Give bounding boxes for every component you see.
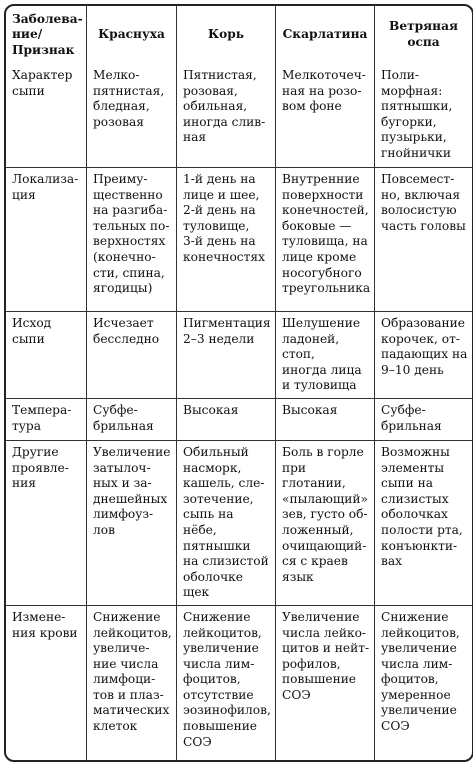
column-header-scarlet-fever: Скарлатина [276,6,375,64]
table-cell: Образование корочек, от- падающих на 9–10 день [375,312,472,399]
table-cell: Внутренние поверхности конечностей, боковые — туловища, на лице кроме носогубного треугольника [276,168,375,312]
table-cell: Снижение лейкоцитов, увеличе- ние числа лимфоци- тов и плаз- матических клеток [87,606,177,760]
row-label: Измене- ния крови [6,606,87,760]
table-row [6,64,472,168]
table-header-row [6,6,472,64]
table-row [6,606,472,760]
table-cell: Высокая [177,399,276,441]
table-cell: Повсемест- но, включая волосистую часть головы [375,168,472,312]
table-cell: Мелко- пятнистая, бледная, розовая [87,64,177,168]
column-header-chickenpox: Ветряная оспа [389,19,458,49]
table-cell: Снижение лейкоцитов, увеличение числа лим- фоцитов, умеренное увеличение СОЭ [381,609,460,734]
table-cell: Возможны элементы сыпи на слизистых оболочках полости рта, конъюнкти- вах [375,441,472,606]
table-row [6,312,472,399]
table-cell: Шелушение ладоней, стоп, иногда лица и туловища [276,312,375,399]
table-cell: Пятнистая, розовая, обильная, иногда слив- ная [177,64,276,168]
disease-comparison-table [4,4,473,762]
table-row [6,399,472,441]
row-label: Характер сыпи [6,64,87,168]
table-row [6,168,472,312]
table-cell: Мелкоточеч- ная на розо- вом фоне [276,64,375,168]
table-cell: 1-й день на лице и шее, 2-й день на туловище, 3-й день на конечностях [177,168,276,312]
row-label: Исход сыпи [6,312,87,399]
table-cell: Пигментация 2–3 недели [177,312,276,399]
table-cell: Увеличение затылоч- ных и за- днешейных лимфоуз- лов [87,441,177,606]
table-cell: Преиму- щественно на разгиба- тельных по- верхностях (конечно- сти, спина, ягодицы) [87,168,177,312]
table-cell: Субфе- брильная [375,399,472,441]
row-label: Локализа- ция [6,168,87,312]
row-label: Темпера- тура [6,399,87,441]
column-header-rubella: Краснуха [87,6,177,64]
table-cell: Увеличение числа лейко- цитов и нейт- рофилов, повышение СОЭ [276,606,375,760]
table-cell: Боль в горле при глотании, «пылающий» зев, густо об- ложенный, очищающий- ся с краев язык [276,441,375,606]
table-cell: Поли- морфная: пятнышки, бугорки, пузырьки, гнойнички [375,64,472,168]
table-cell: Субфе- брильная [87,399,177,441]
table-cell: Обильный насморк, кашель, сле- зотечение, сыпь на нёбе, пятнышки на слизистой оболочке щек [177,441,276,606]
table-cell: Снижение лейкоцитов, увеличение числа лим- фоцитов, отсутствие эозинофилов, повышение СОЭ [177,606,276,760]
column-header-measles: Корь [177,6,276,64]
table-row [6,441,472,606]
row-label: Другие проявле- ния [6,441,87,606]
table-cell: Исчезает бесследно [87,312,177,399]
table-cell: Высокая [276,399,375,441]
header-corner: Заболева- ние/ Признак [6,6,87,64]
